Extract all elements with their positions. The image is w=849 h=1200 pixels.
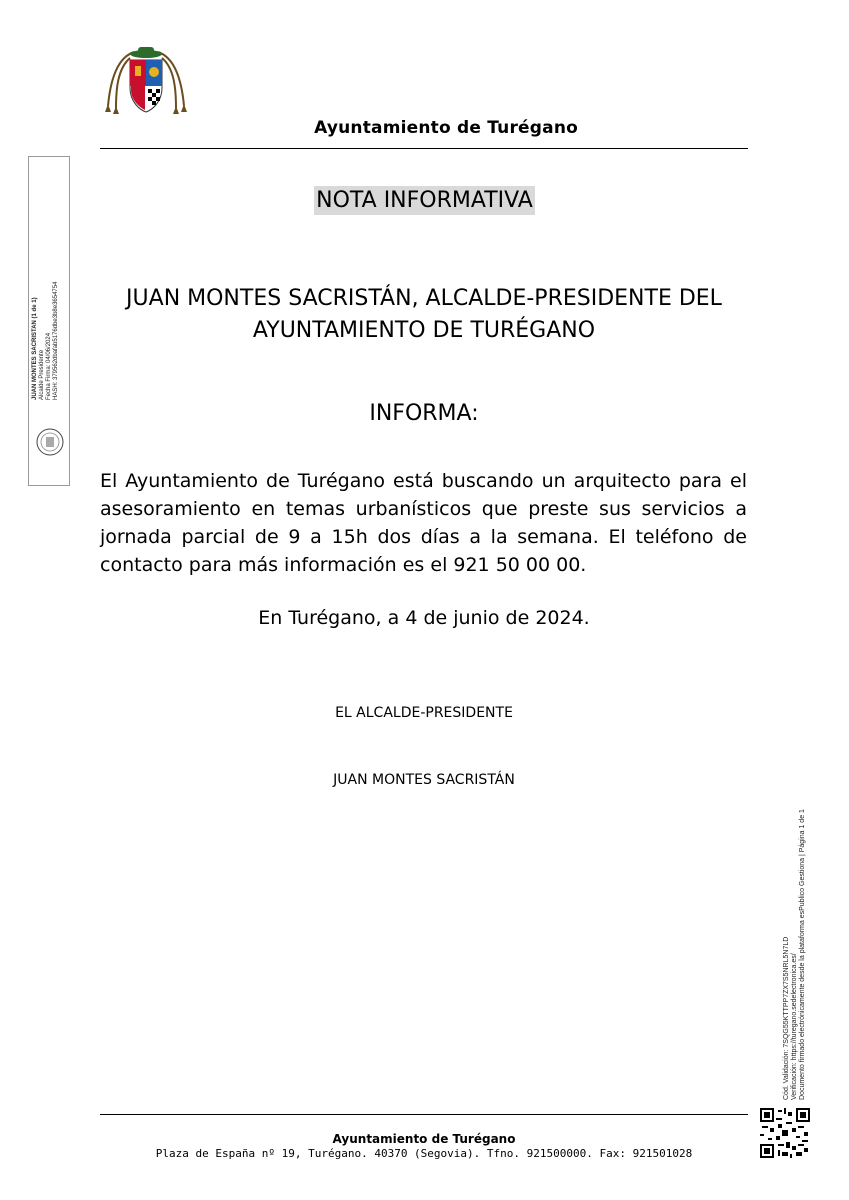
platform-notice: Documento firmado electrónicamente desde la plataforma esPublico Gestiona | Página 1 de 1 (799, 809, 806, 1100)
notice-title-wrap (0, 186, 849, 215)
header-divider (100, 148, 748, 149)
notice-title: NOTA INFORMATIVA (316, 188, 533, 213)
signature-seal-icon (33, 420, 67, 464)
verification-url: Verificación: https://turegano.sedelectronica.es/ (791, 953, 798, 1100)
signatory-name: JUAN MONTES SACRISTÁN (333, 772, 515, 788)
signature-hash: HASH: 379562dbafab5176dbe3b8e3654754 (53, 281, 59, 400)
coat-of-arms-logo (104, 44, 188, 116)
signature-signer: JUAN MONTES SACRISTAN (1 de 1) (32, 297, 38, 400)
footer-address: Plaza de España nº 19, Turégano. 40370 (Segovia). Tfno. 921500000. Fax: 921501028 (155, 1147, 693, 1160)
header-title: Ayuntamiento de Turégano (314, 118, 578, 138)
body-paragraph: El Ayuntamiento de Turégano está buscando un arquitecto para el asesoramiento en temas urbanísticos que preste sus servicios a jornada parcial de 9 a 15h dos días a la semana. El teléfono de contacto para más información es el 921 50 00 00. (100, 470, 747, 576)
informa-heading: INFORMA: (369, 401, 479, 426)
date-line: En Turégano, a 4 de junio de 2024. (258, 607, 590, 629)
qr-code-icon (760, 1108, 810, 1158)
signatory-title: EL ALCALDE-PRESIDENTE (335, 705, 513, 721)
mayor-heading-line: JUAN MONTES SACRISTÁN, ALCALDE-PRESIDENTE DEL (126, 286, 722, 311)
footer-title: Ayuntamiento de Turégano (332, 1132, 516, 1146)
footer-divider (100, 1114, 748, 1115)
mayor-heading (100, 283, 748, 347)
mayor-heading-line: AYUNTAMIENTO DE TURÉGANO (252, 318, 596, 343)
signature-date: Fecha Firma: 04/06/2024 (46, 332, 52, 400)
validation-code: Cód. Validación: 7SQG55KTTPP7ZX7S5NRL5N7LD (783, 936, 790, 1100)
signature-role: Alcalde Presidente (39, 349, 45, 400)
